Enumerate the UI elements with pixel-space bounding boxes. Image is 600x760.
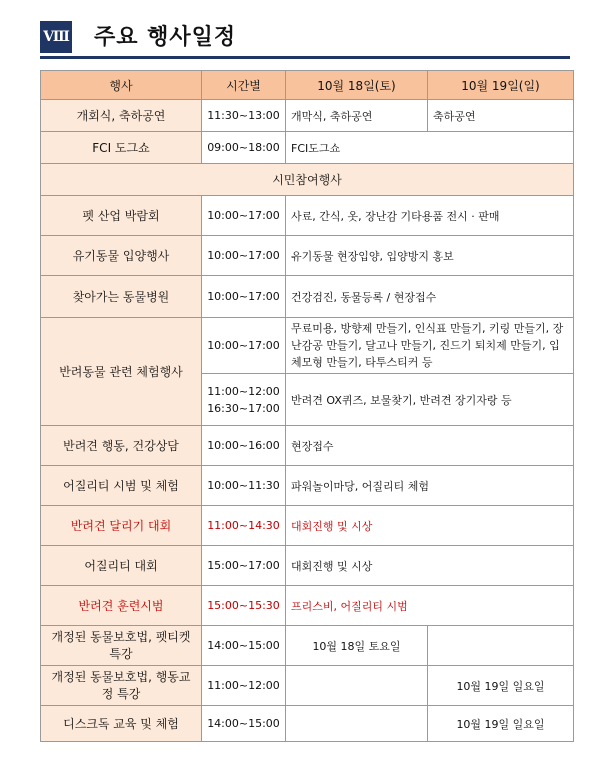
detail-cell: 대회진행 및 시상 <box>286 506 574 546</box>
event-cell: FCI 도그쇼 <box>41 132 202 164</box>
detail-cell: 프리스비, 어질리티 시범 <box>286 586 574 626</box>
detail-cell: 무료미용, 방향제 만들기, 인식표 만들기, 키링 만들기, 장난감공 만들기, 달고나 만들기, 진드기 퇴치제 만들기, 입체모형 만들기, 타투스티커 등 <box>286 318 574 374</box>
time-cell: 15:00~17:00 <box>202 546 286 586</box>
table-row <box>41 666 574 706</box>
time-line: 16:30~17:00 <box>207 401 280 415</box>
event-cell: 찾아가는 동물병원 <box>41 276 202 318</box>
event-cell: 펫 산업 박람회 <box>41 196 202 236</box>
time-cell: 11:30~13:00 <box>202 100 286 132</box>
time-cell: 11:00~14:30 <box>202 506 286 546</box>
event-cell: 개정된 동물보호법, 행동교정 특강 <box>41 666 202 706</box>
time-cell: 10:00~11:30 <box>202 466 286 506</box>
event-cell: 디스크독 교육 및 체험 <box>41 706 202 742</box>
page-title: 주요 행사일정 <box>94 25 237 50</box>
day2-cell: 10월 19일 일요일 <box>428 706 574 742</box>
time-cell: 10:00~17:00 <box>202 276 286 318</box>
table-row <box>41 506 574 546</box>
day1-cell <box>286 706 428 742</box>
table-row <box>41 426 574 466</box>
detail-cell: 사료, 간식, 옷, 장난감 기타용품 전시 · 판매 <box>286 196 574 236</box>
roman-numeral-badge: Ⅷ <box>40 21 72 53</box>
time-cell: 10:00~17:00 <box>202 196 286 236</box>
day1-cell: 10월 18일 토요일 <box>286 626 428 666</box>
detail-cell: 파워놀이마당, 어질리티 체험 <box>286 466 574 506</box>
table-row <box>41 706 574 742</box>
event-cell: 반려동물 관련 체험행사 <box>41 318 202 426</box>
detail-cell: 반려견 OX퀴즈, 보물찾기, 반려견 장기자랑 등 <box>286 374 574 426</box>
event-cell: 반려견 달리기 대회 <box>41 506 202 546</box>
header-day2: 10월 19일(일) <box>428 71 574 100</box>
civic-section-header: 시민참여행사 <box>41 164 574 196</box>
time-cell: 10:00~17:00 <box>202 236 286 276</box>
section-row <box>41 164 574 196</box>
day2-cell: 10월 19일 일요일 <box>428 666 574 706</box>
time-cell <box>202 374 286 426</box>
event-cell: 반려견 훈련시범 <box>41 586 202 626</box>
event-cell: 어질리티 대회 <box>41 546 202 586</box>
time-cell: 15:00~15:30 <box>202 586 286 626</box>
day2-cell: 축하공연 <box>428 100 574 132</box>
day2-cell <box>428 626 574 666</box>
table-row <box>41 546 574 586</box>
time-cell: 14:00~15:00 <box>202 626 286 666</box>
section-header <box>40 14 570 58</box>
header-day1: 10월 18일(토) <box>286 71 428 100</box>
detail-cell: FCI도그쇼 <box>286 132 574 164</box>
time-cell: 09:00~18:00 <box>202 132 286 164</box>
table-row <box>41 276 574 318</box>
detail-cell: 현장접수 <box>286 426 574 466</box>
event-cell: 개회식, 축하공연 <box>41 100 202 132</box>
time-cell: 10:00~16:00 <box>202 426 286 466</box>
time-cell: 14:00~15:00 <box>202 706 286 742</box>
time-cell: 10:00~17:00 <box>202 318 286 374</box>
title-underline <box>40 56 570 59</box>
time-line: 11:00~12:00 <box>207 384 280 398</box>
table-row <box>41 100 574 132</box>
table-row <box>41 196 574 236</box>
table-row <box>41 466 574 506</box>
event-cell: 개정된 동물보호법, 펫티켓 특강 <box>41 626 202 666</box>
table-row <box>41 132 574 164</box>
event-cell: 유기동물 입양행사 <box>41 236 202 276</box>
event-cell: 어질리티 시범 및 체험 <box>41 466 202 506</box>
table-header-row <box>41 71 574 100</box>
table-row <box>41 236 574 276</box>
detail-cell: 유기동물 현장입양, 입양방지 홍보 <box>286 236 574 276</box>
table-row <box>41 626 574 666</box>
event-cell: 반려견 행동, 건강상담 <box>41 426 202 466</box>
header-event: 행사 <box>41 71 202 100</box>
day1-cell <box>286 666 428 706</box>
schedule-table <box>40 70 574 742</box>
time-cell: 11:00~12:00 <box>202 666 286 706</box>
day1-cell: 개막식, 축하공연 <box>286 100 428 132</box>
header-time: 시간별 <box>202 71 286 100</box>
table-row <box>41 586 574 626</box>
detail-cell: 건강검진, 동물등록 / 현장접수 <box>286 276 574 318</box>
detail-cell: 대회진행 및 시상 <box>286 546 574 586</box>
table-row <box>41 318 574 374</box>
